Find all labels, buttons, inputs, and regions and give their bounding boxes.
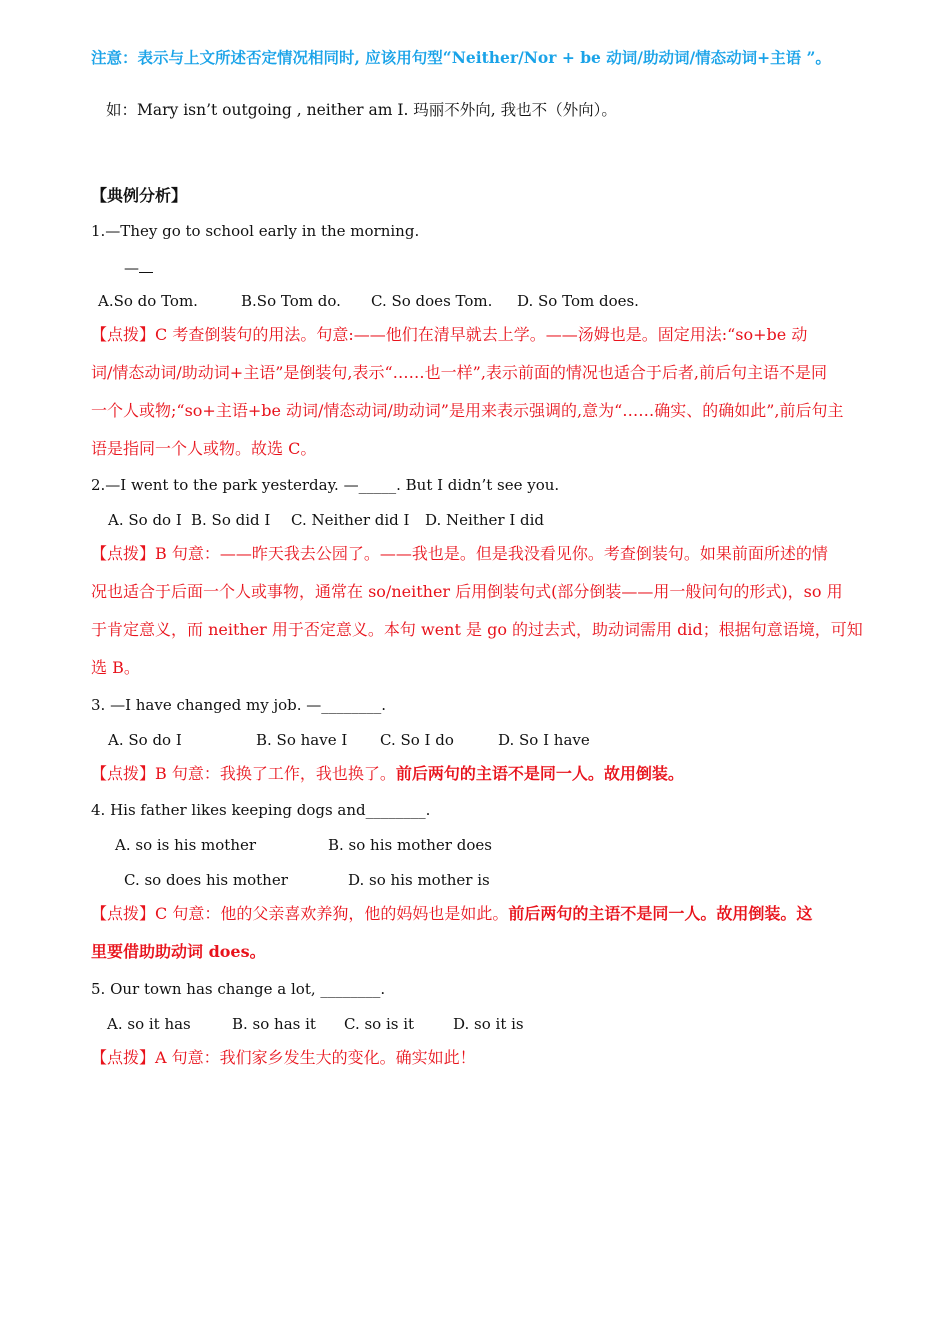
question-5-option-d: D. so it is: [453, 1015, 524, 1033]
note-line: 注意：表示与上文所述否定情况相同时, 应该用句型“Neither/Nor + be 动词/助动词/情态动词+主语 ”。: [91, 48, 831, 67]
question-4-tip-emphasis-cont: 里要借助助动词 does。: [91, 942, 266, 961]
question-3-tip-text: 【点拨】B 句意：我换了工作，我也换了。: [91, 764, 396, 783]
question-5-option-c: C. so is it: [344, 1015, 415, 1033]
question-2-option-d: D. Neither I did: [425, 511, 545, 529]
question-2-option-a: A. So do I: [108, 511, 182, 529]
example-sentence: 如：Mary isn’t outgoing , neither am I. 玛丽不外向, 我也不（外向）。: [106, 101, 617, 119]
question-2-tip-line: 选 B。: [91, 658, 140, 677]
question-3-tip-emphasis: 前后两句的主语不是同一人。故用倒装。: [395, 764, 684, 783]
question-2-tip-line: 【点拨】B 句意：——昨天我去公园了。——我也是。但是我没看见你。考查倒装句。如果前面所述的情: [91, 544, 828, 563]
question-4-tip-emphasis: 前后两句的主语不是同一人。故用倒装。这: [508, 904, 813, 923]
question-4-option-c: C. so does his mother: [124, 871, 288, 889]
question-2-stem: 2.—I went to the park yesterday. —_____. But I didn’t see you.: [91, 476, 560, 494]
question-4-tip: [91, 904, 812, 924]
question-4-stem: 4. His father likes keeping dogs and________.: [91, 801, 431, 819]
question-4-tip-text: 【点拨】C 句意：他的父亲喜欢养狗，他的妈妈也是如此。: [91, 904, 509, 923]
question-2-option-c: C. Neither did I: [291, 511, 410, 529]
question-3-option-d: D. So I have: [498, 731, 590, 749]
question-1-option-a: A.So do Tom.: [98, 292, 198, 310]
question-4-option-d: D. so his mother is: [348, 871, 490, 889]
question-1-option-b: B.So Tom do.: [241, 292, 341, 310]
question-3-tip: [91, 764, 684, 784]
question-2-tip-line: 况也适合于后面一个人或事物，通常在 so/neither 后用倒装句式(部分倒装——用一般问句的形式)，so 用: [91, 582, 843, 601]
question-1-tip-line: 词/情态动词/助动词+主语”是倒装句,表示“……也一样”,表示前面的情况也适合于后者,前后句主语不是同: [91, 363, 827, 382]
question-4-option-a: A. so is his mother: [115, 836, 257, 854]
question-2-option-b: B. So did I: [191, 511, 271, 529]
question-3-option-c: C. So I do: [380, 731, 454, 749]
question-5-tip: 【点拨】A 句意：我们家乡发生大的变化。确实如此！: [91, 1048, 476, 1067]
section-title: 【典例分析】: [91, 186, 188, 205]
question-1-tip-line: 一个人或物;“so+主语+be 动词/情态动词/助动词”是用来表示强调的,意为“……确实、的确如此”,前后句主: [91, 401, 844, 420]
answer-blank: [139, 260, 153, 273]
question-1-answer-line: [124, 258, 153, 278]
question-2-tip-line: 于肯定意义，而 neither 用于否定意义。本句 went 是 go 的过去式，助动词需用 did；根据句意语境，可知: [91, 620, 863, 639]
question-3-option-b: B. So have I: [256, 731, 348, 749]
question-5-option-b: B. so has it: [232, 1015, 316, 1033]
question-4-option-b: B. so his mother does: [328, 836, 492, 854]
question-1-dash: —: [124, 259, 139, 277]
question-1-tip-line: 语是指同一个人或物。故选 C。: [91, 439, 317, 458]
question-1-option-c: C. So does Tom.: [371, 292, 493, 310]
question-1-stem: 1.—They go to school early in the morning.: [91, 222, 420, 240]
question-1-tip-line: 【点拨】C 考查倒装句的用法。句意:——他们在清早就去上学。——汤姆也是。固定用法:“so+be 动: [91, 325, 808, 344]
question-5-option-a: A. so it has: [107, 1015, 191, 1033]
question-5-stem: 5. Our town has change a lot, ________.: [91, 980, 386, 998]
question-1-option-d: D. So Tom does.: [517, 292, 639, 310]
question-3-option-a: A. So do I: [108, 731, 182, 749]
question-3-stem: 3. —I have changed my job. —________.: [91, 696, 387, 714]
